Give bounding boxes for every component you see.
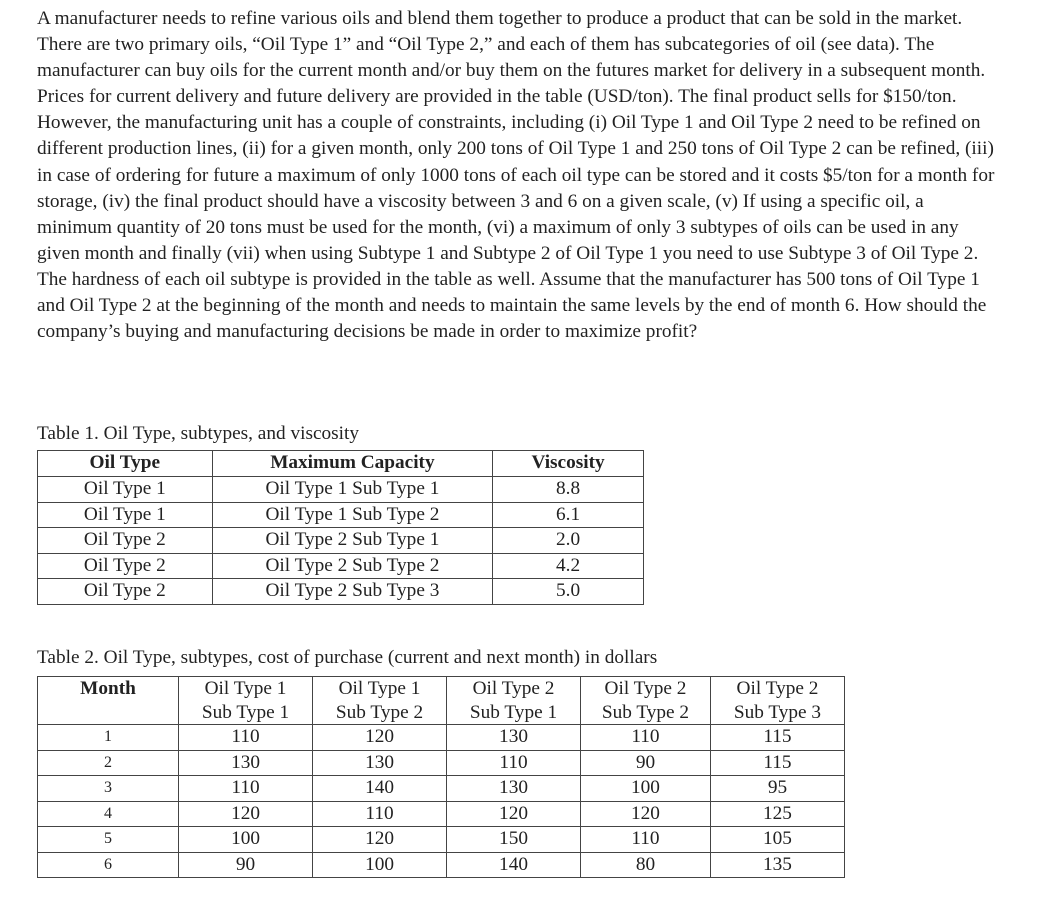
table-header-cell: Maximum Capacity [212, 451, 493, 477]
table-header-cell: Oil Type [38, 451, 213, 477]
table-cell: Oil Type 1 Sub Type 2 [212, 502, 493, 528]
table-cell: Oil Type 1 Sub Type 1 [212, 477, 493, 503]
table-row [38, 725, 845, 751]
table-cell: 100 [179, 827, 313, 853]
table-cell: 150 [447, 827, 581, 853]
table-cell: 120 [179, 801, 313, 827]
table-cell: Oil Type 2 [38, 528, 213, 554]
table-row [38, 579, 644, 605]
table-row [38, 750, 845, 776]
table-row [38, 477, 644, 503]
table-header-cell: Oil Type 2 Sub Type 1 [447, 677, 581, 725]
table-row [38, 801, 845, 827]
table-cell: 110 [313, 801, 447, 827]
table-cell: 120 [447, 801, 581, 827]
table-header-cell: Oil Type 1 Sub Type 1 [179, 677, 313, 725]
table-header-cell: Oil Type 2 Sub Type 2 [581, 677, 711, 725]
table-cell: Oil Type 2 [38, 553, 213, 579]
table-header-cell: Oil Type 1 Sub Type 2 [313, 677, 447, 725]
table-cell: 120 [581, 801, 711, 827]
table-cell: Oil Type 2 Sub Type 2 [212, 553, 493, 579]
table-header-cell: Viscosity [493, 451, 644, 477]
table-cell: Oil Type 1 [38, 477, 213, 503]
table-row [38, 827, 845, 853]
table-cell: 5 [38, 827, 179, 853]
table-cell: Oil Type 1 [38, 502, 213, 528]
table-cell: 6 [38, 852, 179, 878]
table-cell: 100 [581, 776, 711, 802]
table-cell: Oil Type 2 Sub Type 1 [212, 528, 493, 554]
table-row [38, 553, 644, 579]
table-cell: 2.0 [493, 528, 644, 554]
table-row [38, 852, 845, 878]
table-cell: 4 [38, 801, 179, 827]
table-cell: 105 [710, 827, 844, 853]
table-row [38, 528, 644, 554]
table-cell: 115 [710, 750, 844, 776]
table-cell: 135 [710, 852, 844, 878]
table-cell: 115 [710, 725, 844, 751]
month-header: Month [38, 677, 179, 725]
table-cell: 90 [179, 852, 313, 878]
table-cell: 130 [447, 776, 581, 802]
table-cell: 110 [581, 827, 711, 853]
table-cell: 4.2 [493, 553, 644, 579]
table-cell: 95 [710, 776, 844, 802]
table-cell: 130 [179, 750, 313, 776]
table-cell: 110 [179, 776, 313, 802]
table-header-row [38, 677, 845, 725]
document-page [37, 6, 1037, 875]
table-row [38, 776, 845, 802]
table-cell: 125 [710, 801, 844, 827]
table-cell: 3 [38, 776, 179, 802]
table-cell: Oil Type 2 Sub Type 3 [212, 579, 493, 605]
table2-caption: Table 2. Oil Type, subtypes, cost of purchase (current and next month) in dollars [37, 647, 658, 668]
table-cell: 140 [447, 852, 581, 878]
table1-caption: Table 1. Oil Type, subtypes, and viscosity [37, 423, 360, 444]
table-header-cell: Oil Type 2 Sub Type 3 [710, 677, 844, 725]
table-cell: 140 [313, 776, 447, 802]
table-cell: 130 [313, 750, 447, 776]
table-cell: 1 [38, 725, 179, 751]
table-cell: 130 [447, 725, 581, 751]
problem-statement: A manufacturer needs to refine various oils and blend them together to produce a product that can be sold in the market. There are two primary oils, “Oil Type 1” and “Oil Type 2,” and each of them has subcategories of oil (see data). The manufacturer can buy oils for the current month and/or buy them on the futures market for delivery in a subsequent month. Prices for current delivery and future delivery are provided in the table (USD/ton). The final product sells for $150/ton. However, the manufacturing unit has a couple of constraints, including (i) Oil Type 1 and Oil Type 2 need to be refined on different production lines, (ii) for a given month, only 200 tons of Oil Type 1 and 250 tons of Oil Type 2 can be refined, (iii) in case of ordering for future a maximum of only 1000 tons of each oil type can be stored and it costs $5/ton for a month for storage, (iv) the final product should have a viscosity between 3 and 6 on a given scale, (v) If using a specific oil, a minimum quantity of 20 tons must be used for the month, (vi) a maximum of only 3 subtypes of oils can be used in any given month and finally (vii) when using Subtype 1 and Subtype 2 of Oil Type 1 you need to use Subtype 3 of Oil Type 2. The hardness of each oil subtype is provided in the table as well. Assume that the manufacturer has 500 tons of Oil Type 1 and Oil Type 2 at the beginning of the month and needs to maintain the same levels by the end of month 6. How should the company’s buying and manufacturing decisions be made in order to maximize profit? [37, 8, 995, 343]
table-cell: 5.0 [493, 579, 644, 605]
table-cell: 90 [581, 750, 711, 776]
table-cell: 100 [313, 852, 447, 878]
table-cell: Oil Type 2 [38, 579, 213, 605]
oil-purchase-cost-table [37, 676, 845, 878]
oil-viscosity-table [37, 450, 644, 605]
table-cell: 120 [313, 827, 447, 853]
table-cell: 110 [581, 725, 711, 751]
table-cell: 110 [447, 750, 581, 776]
table-cell: 2 [38, 750, 179, 776]
table-cell: 80 [581, 852, 711, 878]
table-cell: 8.8 [493, 477, 644, 503]
table-row [38, 502, 644, 528]
table-cell: 110 [179, 725, 313, 751]
table-cell: 120 [313, 725, 447, 751]
table-header-row [38, 451, 644, 477]
table-cell: 6.1 [493, 502, 644, 528]
